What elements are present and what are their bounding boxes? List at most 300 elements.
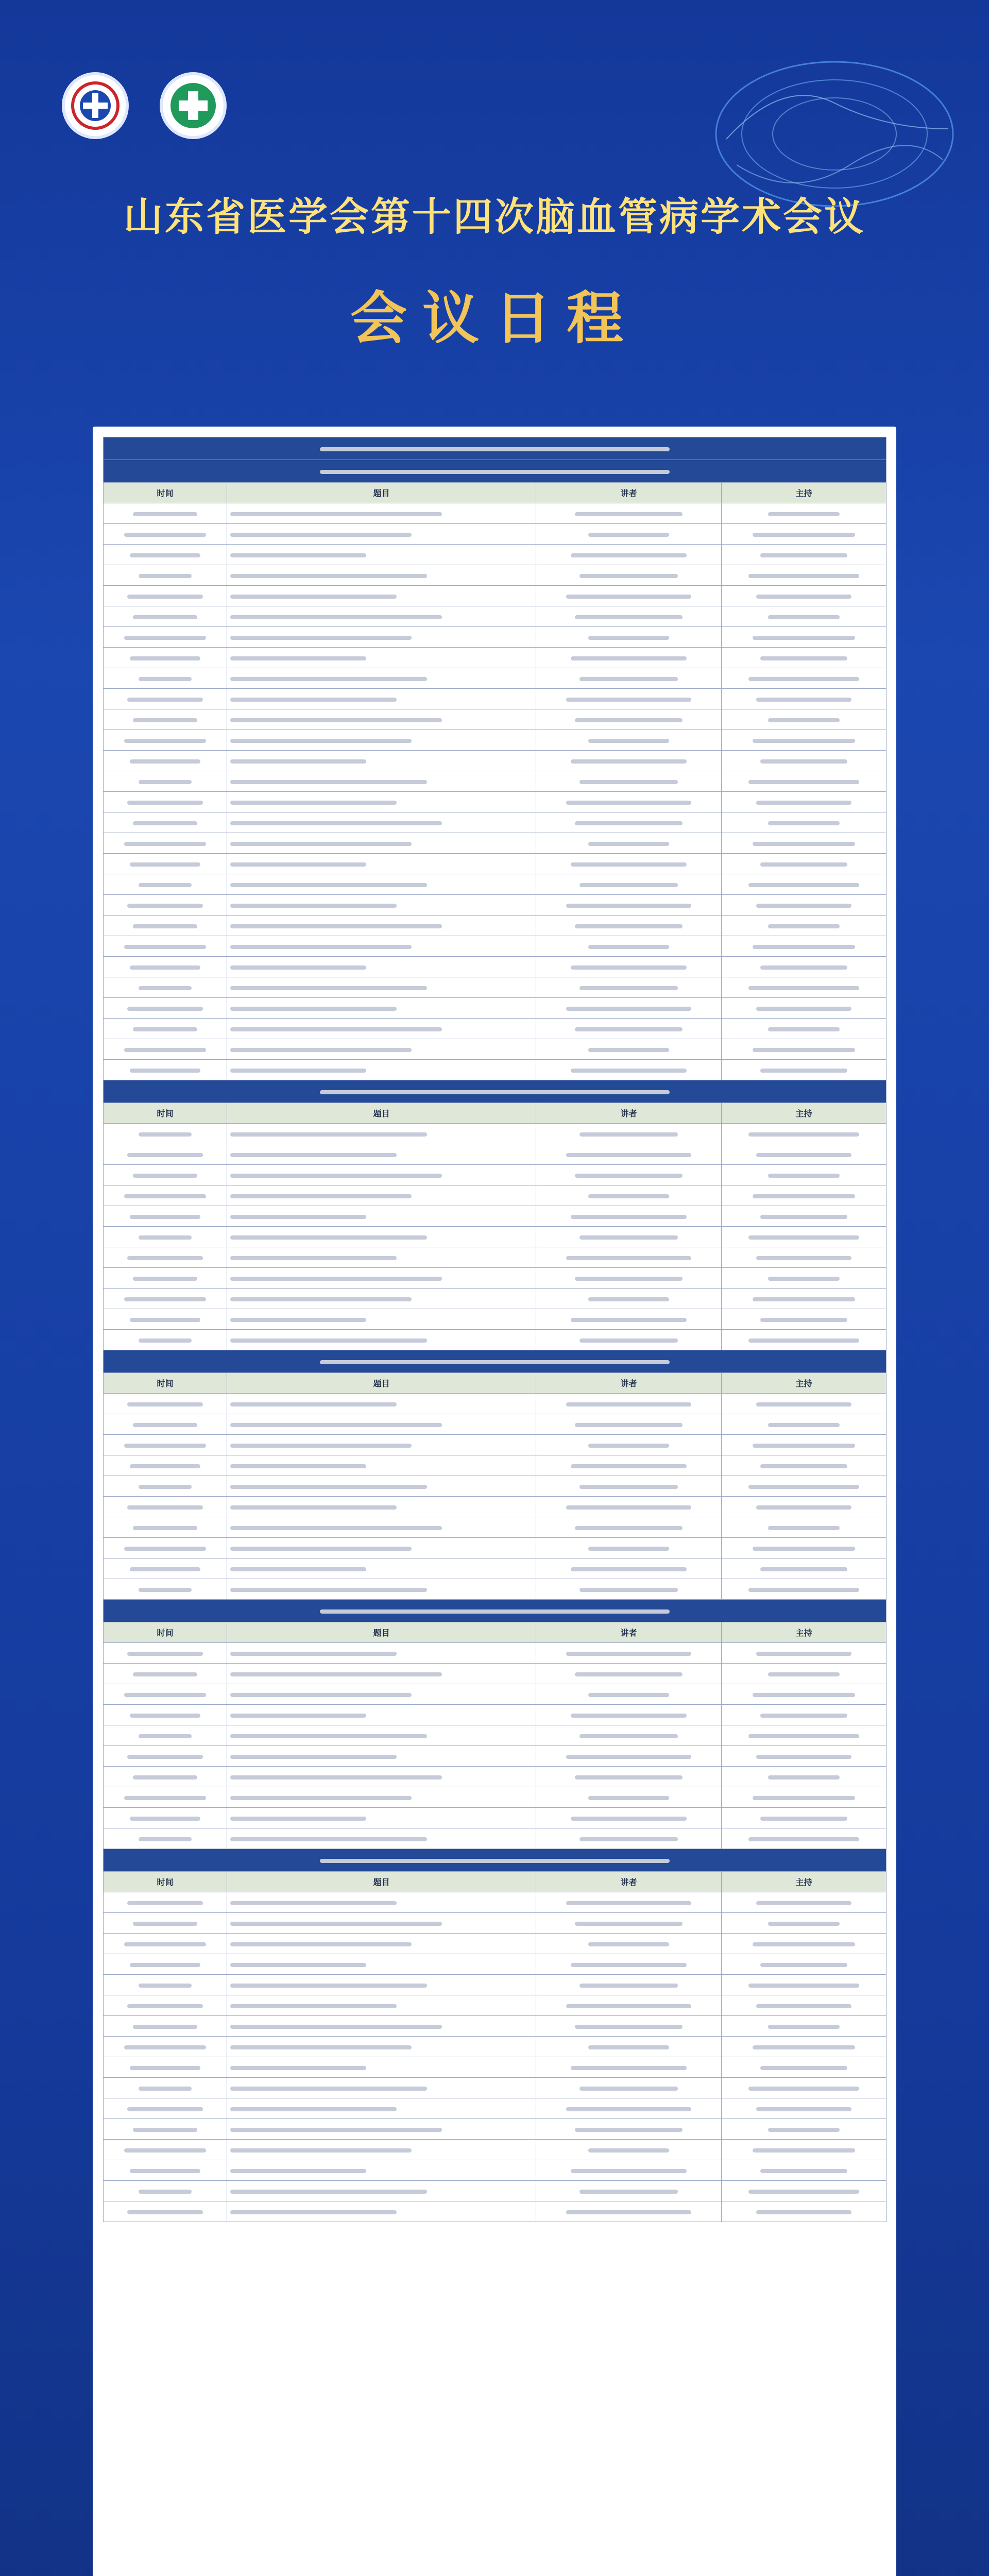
cell-text [230,1235,427,1240]
cell-time [104,1394,227,1414]
cell-topic [227,627,536,648]
cell-text [133,1526,197,1530]
cell-text [230,1256,397,1260]
cell-speaker [536,627,722,648]
cell-time [104,730,227,751]
table-row [104,1892,886,1913]
cell-text [133,512,197,516]
session-band-text [320,1859,669,1863]
cell-text [760,2169,847,2173]
table-row [104,1579,886,1600]
cell-text [768,1672,839,1676]
cell-text [230,1402,397,1406]
table-row [104,1954,886,1975]
cell-speaker [536,1247,722,1268]
cell-text [571,1318,687,1322]
cell-text [230,1837,427,1841]
cell-text [230,2045,412,2049]
cell-speaker [536,524,722,545]
cell-time [104,1892,227,1913]
table-row [104,792,886,812]
cell-text [566,1505,691,1510]
cell-text [230,2148,412,2153]
cell-time [104,503,227,524]
cell-text [760,1817,847,1821]
column-header-row [104,483,886,503]
cell-text [748,883,859,887]
cell-chair [722,1705,886,1725]
cell-text [127,2210,203,2214]
table-row [104,668,886,689]
cell-text [768,1027,839,1031]
table-row [104,1538,886,1558]
table-row [104,1664,886,1684]
cell-time [104,977,227,998]
cell-text [230,1755,397,1759]
column-header-chair: 主持 [722,1373,886,1394]
cell-text [124,1048,206,1052]
cell-text [127,1402,203,1406]
cell-text [133,1423,197,1427]
table-row [104,1206,886,1227]
table-row [104,1767,886,1787]
cell-time [104,1206,227,1227]
cell-text [566,1153,691,1157]
cell-chair [722,1767,886,1787]
cell-text [230,759,366,764]
cell-text [133,924,197,928]
cell-text [760,1714,847,1718]
cell-text [756,1505,851,1510]
cell-time [104,2181,227,2201]
cell-text [230,2190,427,2194]
cell-text [230,2025,442,2029]
cell-time [104,1455,227,1476]
cell-text [753,1194,856,1198]
cell-speaker [536,1060,722,1080]
cell-text [230,1922,442,1926]
cell-topic [227,668,536,689]
table-row [104,1247,886,1268]
table-row [104,2078,886,2098]
cell-topic [227,1060,536,1080]
cell-text [575,821,682,825]
cell-chair [722,1268,886,1289]
cell-text [575,1277,682,1281]
cell-text [768,1922,839,1926]
cell-text [579,1235,678,1240]
cell-chair [722,1394,886,1414]
cell-time [104,1497,227,1517]
cell-topic [227,1268,536,1289]
cell-text [124,1942,206,1946]
cell-text [124,533,206,537]
cell-text [579,1588,678,1592]
cell-speaker [536,1954,722,1975]
cell-text [760,862,847,867]
cell-text [124,1297,206,1301]
cell-text [756,1652,851,1656]
cell-chair [722,895,886,916]
cell-text [579,986,678,990]
table-row [104,1975,886,1995]
table-row [104,1060,886,1080]
cell-chair [722,1476,886,1497]
cell-text [760,759,847,764]
cell-text [768,615,839,619]
table-row [104,503,886,524]
cell-text [230,1048,412,1052]
table-row [104,2037,886,2057]
cell-text [566,1755,691,1759]
cell-text [756,1402,851,1406]
cell-text [130,1069,200,1073]
cell-time [104,936,227,957]
cell-text [230,718,442,722]
cell-text [133,2025,197,2029]
cell-text [130,1567,200,1571]
cell-text [230,1318,366,1322]
cell-topic [227,1684,536,1705]
cell-chair [722,1975,886,1995]
cell-chair [722,2078,886,2098]
cell-text [127,595,203,599]
table-row [104,1913,886,1934]
cell-chair [722,998,886,1019]
cell-speaker [536,1144,722,1165]
cell-text [230,1277,442,1281]
cell-text [756,698,851,702]
cell-text [230,1194,412,1198]
cell-time [104,812,227,833]
cell-speaker [536,1330,722,1350]
cell-text [566,1402,691,1406]
medical-association-logo [62,72,129,139]
cell-time [104,2201,227,2222]
table-row [104,1643,886,1664]
cell-speaker [536,1808,722,1828]
table-row [104,1394,886,1414]
cell-time [104,689,227,709]
cell-speaker [536,1664,722,1684]
column-header-chair: 主持 [722,1103,886,1124]
cell-time [104,1330,227,1350]
cell-text [760,1567,847,1571]
column-header-topic: 题目 [227,1622,536,1643]
cell-topic [227,1394,536,1414]
cell-chair [722,1144,886,1165]
table-row [104,689,886,709]
cell-text [571,553,687,557]
cell-time [104,771,227,792]
cell-text [588,1796,669,1800]
cell-chair [722,1019,886,1039]
cell-time [104,1247,227,1268]
table-row [104,1517,886,1538]
cell-time [104,1684,227,1705]
cell-text [130,1963,200,1967]
table-row [104,565,886,586]
cell-topic [227,565,536,586]
cell-topic [227,2098,536,2119]
cell-speaker [536,1124,722,1144]
cell-time [104,2037,227,2057]
cell-text [575,1922,682,1926]
cell-speaker [536,812,722,833]
cell-speaker [536,771,722,792]
cell-text [571,965,687,970]
cell-topic [227,1558,536,1579]
cell-time [104,1995,227,2016]
cell-time [104,1414,227,1435]
cell-text [124,2148,206,2153]
cell-speaker [536,1019,722,1039]
cell-time [104,1289,227,1309]
cell-chair [722,503,886,524]
cell-time [104,1558,227,1579]
cell-text [139,1132,191,1137]
cell-topic [227,1206,536,1227]
cell-topic [227,1828,536,1849]
session-band-text [320,1360,669,1364]
cell-speaker [536,565,722,586]
cell-text [588,1048,669,1052]
session-band [104,1849,886,1872]
cell-speaker [536,1767,722,1787]
column-header-topic: 题目 [227,483,536,503]
cell-text [230,1963,366,1967]
cell-text [579,1338,678,1343]
cell-text [230,1714,366,1718]
cell-text [230,1672,442,1676]
table-row [104,833,886,854]
cell-text [566,2107,691,2111]
cell-topic [227,648,536,668]
cell-time [104,1517,227,1538]
table-row [104,2181,886,2201]
cell-time [104,1913,227,1934]
table-row [104,1185,886,1206]
column-header-topic: 题目 [227,1373,536,1394]
cell-topic [227,751,536,771]
session-band-text [320,1609,669,1614]
cell-text [124,636,206,640]
cell-text [130,2169,200,2173]
cell-time [104,1705,227,1725]
cell-text [768,2025,839,2029]
cell-text [753,739,856,743]
cell-time [104,895,227,916]
cell-text [230,2107,397,2111]
cell-text [230,945,412,949]
cell-text [571,656,687,660]
cell-text [748,2190,859,2194]
cell-text [748,2087,859,2091]
cell-text [139,1734,191,1738]
cell-topic [227,1664,536,1684]
cell-chair [722,1579,886,1600]
cell-text [579,1984,678,1988]
cell-topic [227,730,536,751]
cell-text [133,1277,197,1281]
cell-text [756,595,851,599]
cell-speaker [536,2057,722,2078]
cell-time [104,2078,227,2098]
cell-text [230,1423,442,1427]
cell-topic [227,833,536,854]
page-subtitle: 会议日程 [350,285,639,351]
column-header-speaker: 讲者 [536,1872,722,1892]
cell-text [230,965,366,970]
cell-text [571,2169,687,2173]
header-logos [62,72,227,139]
session-band [104,1350,886,1373]
cell-text [124,2045,206,2049]
cell-chair [722,1746,886,1767]
cell-text [575,924,682,928]
cell-text [139,1485,191,1489]
cell-speaker [536,1039,722,1060]
cell-text [575,2025,682,2029]
cell-chair [722,1039,886,1060]
table-row [104,2140,886,2160]
cell-speaker [536,1206,722,1227]
cell-text [230,1485,427,1489]
cell-time [104,1579,227,1600]
cell-chair [722,1060,886,1080]
cell-speaker [536,1828,722,1849]
table-row [104,586,886,606]
cell-text [756,2210,851,2214]
cell-topic [227,916,536,936]
cell-time [104,2098,227,2119]
cell-topic [227,1330,536,1350]
column-header-time: 时间 [104,483,227,503]
cell-text [130,965,200,970]
cell-text [575,512,682,516]
page-title: 山东省医学会第十四次脑血管病学术会议 [124,194,865,240]
cell-text [139,1235,191,1240]
cell-text [571,1069,687,1073]
table-row [104,1414,886,1435]
cell-chair [722,812,886,833]
cell-text [753,945,856,949]
cell-text [133,718,197,722]
cell-text [753,1444,856,1448]
cell-speaker [536,874,722,895]
cell-text [753,1942,856,1946]
column-header-chair: 主持 [722,1622,886,1643]
cell-time [104,586,227,606]
cell-text [753,1693,856,1697]
cell-speaker [536,1579,722,1600]
cell-text [760,1069,847,1073]
column-header-topic: 题目 [227,1872,536,1892]
cell-time [104,916,227,936]
column-header-row [104,1373,886,1394]
column-header-row [104,1103,886,1124]
cell-chair [722,2160,886,2181]
cell-text [230,636,412,640]
cell-text [748,1235,859,1240]
cell-speaker [536,2181,722,2201]
cell-text [571,2066,687,2070]
cell-time [104,1828,227,1849]
cell-topic [227,1995,536,2016]
table-row [104,1705,886,1725]
cell-text [579,2190,678,2194]
table-row [104,1165,886,1185]
cell-time [104,1309,227,1330]
cell-speaker [536,1913,722,1934]
cell-speaker [536,1227,722,1247]
cell-topic [227,1414,536,1435]
table-row [104,1144,886,1165]
cell-text [748,986,859,990]
cell-text [139,780,191,784]
cell-text [130,656,200,660]
cell-time [104,1268,227,1289]
cell-text [579,1734,678,1738]
cell-topic [227,2201,536,2222]
cell-time [104,1746,227,1767]
table-row [104,1995,886,2016]
cell-text [575,1027,682,1031]
cell-topic [227,1497,536,1517]
cell-speaker [536,998,722,1019]
cell-text [571,1714,687,1718]
cell-speaker [536,1497,722,1517]
cell-chair [722,668,886,689]
table-row [104,1435,886,1455]
cell-text [588,739,669,743]
cell-text [588,1547,669,1551]
cell-speaker [536,2016,722,2037]
table-row [104,2119,886,2140]
cell-text [230,1069,366,1073]
cell-text [230,1984,427,1988]
column-header-time: 时间 [104,1103,227,1124]
cell-text [575,1672,682,1676]
cell-text [768,512,839,516]
cell-time [104,1165,227,1185]
table-row [104,874,886,895]
cell-topic [227,1165,536,1185]
cell-time [104,524,227,545]
cell-text [566,801,691,805]
cell-text [588,1297,669,1301]
cell-text [566,595,691,599]
cell-time [104,1039,227,1060]
cell-topic [227,1579,536,1600]
cell-text [133,1775,197,1780]
column-header-time: 时间 [104,1872,227,1892]
cell-chair [722,874,886,895]
cell-text [139,1837,191,1841]
cell-text [124,945,206,949]
cell-topic [227,1725,536,1746]
cell-text [124,1194,206,1198]
cell-speaker [536,854,722,874]
table-row [104,957,886,977]
cell-text [760,1963,847,1967]
cell-speaker [536,2037,722,2057]
cell-chair [722,1828,886,1849]
cell-text [130,1318,200,1322]
cell-speaker [536,606,722,627]
cell-topic [227,1019,536,1039]
cell-text [753,2045,856,2049]
